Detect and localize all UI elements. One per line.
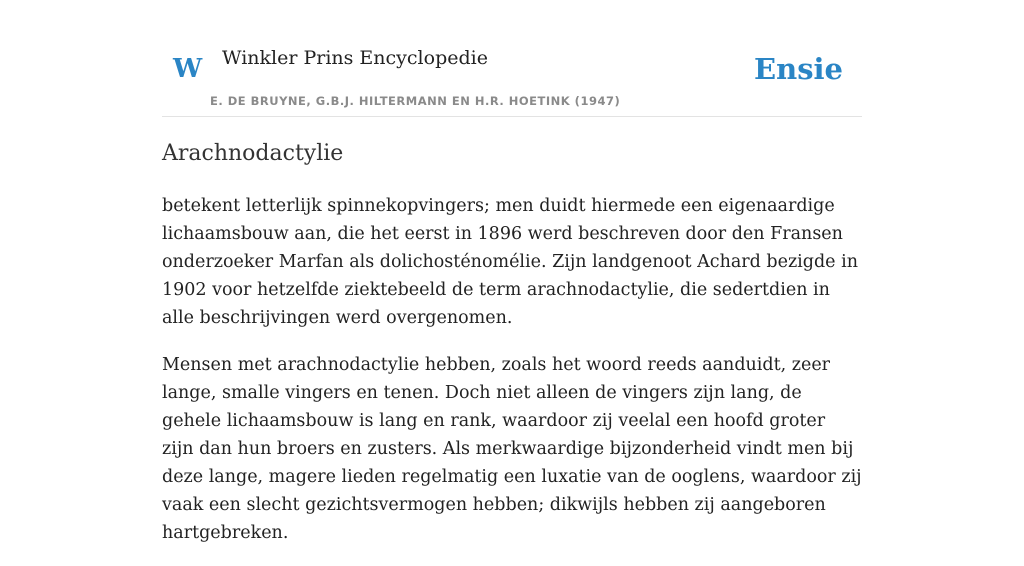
source-authors: E. DE BRUYNE, G.B.J. HILTERMANN EN H.R. HOETINK (1947) <box>210 94 621 108</box>
article-body <box>162 192 862 566</box>
source-title-link[interactable]: Winkler Prins Encyclopedie <box>222 47 488 69</box>
ensie-logo-link[interactable]: Ensie <box>754 52 843 86</box>
source-logo[interactable]: W <box>173 54 203 84</box>
article-paragraph-1: betekent letterlijk spinnekopvingers; men duidt hiermede een eigenaardige lichaamsbouw aan, die het eerst in 1896 werd beschreven door den Fransen onderzoeker Marfan als dolichosténomélie. Zijn landgenoot Achard bezigde in 1902 voor hetzelfde ziektebeeld de term arachnodactylie, die sedertdien in alle beschrijvingen werd overgenomen. <box>162 196 858 328</box>
article-paragraph-2: Mensen met arachnodactylie hebben, zoals het woord reeds aanduidt, zeer lange, smalle vingers en tenen. Doch niet alleen de vingers zijn lang, de gehele lichaamsbouw is lang en rank, waardoor zij veelal een hoofd groter zijn dan hun broers en zusters. Als merkwaardige bijzonderheid vindt men bij deze lange, magere lieden regelmatig een luxatie van de ooglens, waardoor zij vaak een slecht gezichtsvermogen hebben; dikwijls hebben zij aangeboren hartgebreken. <box>162 355 862 543</box>
source-header <box>162 0 862 117</box>
article-title: Arachnodactylie <box>162 141 344 166</box>
